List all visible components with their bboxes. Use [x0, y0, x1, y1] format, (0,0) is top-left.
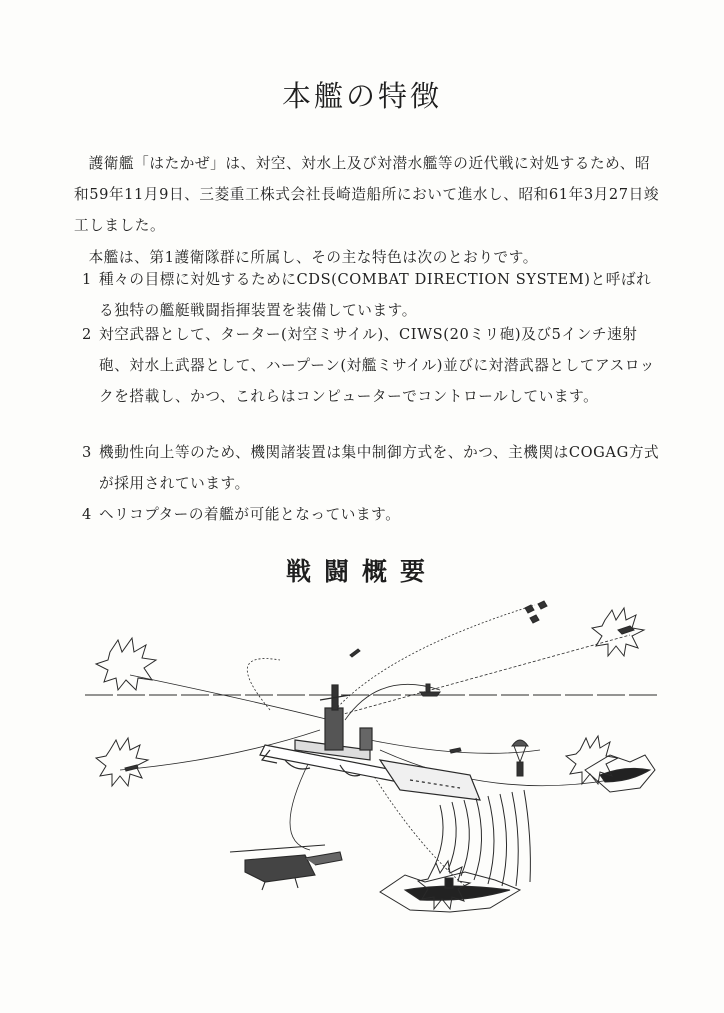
helicopter-illustration	[230, 845, 342, 890]
page-title: 本艦の特徴	[281, 79, 442, 113]
feature-item-3	[74, 437, 664, 499]
feature-item-1	[74, 264, 664, 326]
feature-number: 1	[82, 271, 92, 288]
feature-text: ヘリコプターの着艦が可能となっています。	[99, 506, 401, 523]
intro-paragraph-1: 護衛艦「はたかぜ」は、対空、対水上及び対潜水艦等の近代戦に対処するため、昭和59年11月9日、三菱重工株式会社長崎造船所において進水し、昭和61年3月27日竣工しました。	[74, 155, 660, 234]
intro-paragraph-2: 本艦は、第1護衛隊群に所属し、その主な特色は次のとおりです。	[88, 249, 538, 266]
feature-text: 対空武器として、ターター(対空ミサイル)、CIWS(20ミリ砲)及び5インチ速射砲、対水上武器として、ハープーン(対艦ミサイル)並びに対潜武器としてアスロックを搭載し、かつ、これらはコンピューターでコントロールしています。	[99, 326, 655, 405]
feature-text: 種々の目標に対処するためにCDS(COMBAT DIRECTION SYSTEM)と呼ばれる独特の艦艇戦闘指揮装置を装備しています。	[99, 271, 652, 319]
destroyer-illustration	[260, 685, 480, 800]
feature-item-2	[74, 319, 664, 412]
feature-text: 機動性向上等のため、機関諸装置は集中制御方式を、かつ、主機関はCOGAG方式が採用されています。	[99, 444, 660, 492]
trajectory-lines	[120, 605, 630, 890]
parachute-torpedo-illustration	[512, 740, 528, 776]
feature-number: 3	[82, 444, 92, 461]
feature-item-4	[74, 499, 664, 530]
combat-overview-diagram	[70, 590, 670, 950]
feature-number: 2	[82, 326, 92, 343]
feature-number: 4	[82, 506, 92, 523]
diagram-title: 戦闘概要	[285, 557, 438, 586]
submarine-illustration	[585, 755, 655, 792]
